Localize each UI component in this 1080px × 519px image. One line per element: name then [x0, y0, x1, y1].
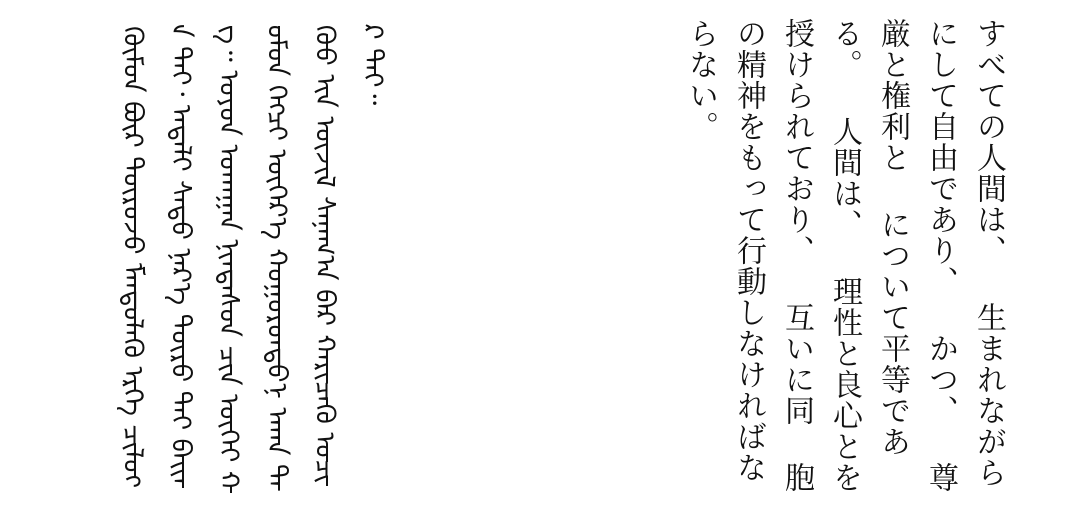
japanese-vertical-text: すべての人間は、 生まれながらにして自由であり、 かつ、 尊厳と権利と について平等である。 人間は、 理性と良心とを授けられており、 互いに同 胞の精神をもって行動しなければならない。	[683, 18, 1006, 493]
mongolian-vertical-text: ᠬᠦᠮᠦᠨ ᠪᠦᠷ ᠲᠥᠷᠥᠵᠦ ᠮᠡᠨᠳᠦᠯᠡᠬᠦ ᠡᠷᠬᠡ ᠴᠢᠯᠥᠭᠡ ᠲᠡᠢ᠂ ᠠᠳᠠᠯᠢ ᠰᠠᠳᠤ ᠨᠡᠷ᠎ᠡ ᠲᠥᠷᠥ ᠲᠡᠢ ᠪᠠᠢᠠᠭ᠃ ᠣᠶᠤᠨ ᠤᠬᠠᠭᠠᠨ ᠨᠢᠨᠳᠡᠰᠦᠨ ᠴᠢᠨ ᠦᠭᠡᠢ ᠬᠦᠮᠦᠨ ᠬᠡᠭᠴᠢ ᠥᠭᠡᠷ᠎ᠡ ᠬᠣᠭᠣᠷᠣᠨᠳᠣ᠎ᠨ ᠠᠬᠠ ᠳᠡᠭᠦᠦ ᠢᠨ ᠦᠵᠢᠯ ᠰᠠᠨᠠᠭ᠎ᠠ ᠪᠠᠷ ᠬᠠᠷᠢᠴᠠᠬᠥ ᠤᠴᠢᠷ ᠲᠠᠢ᠃	[117, 26, 388, 493]
